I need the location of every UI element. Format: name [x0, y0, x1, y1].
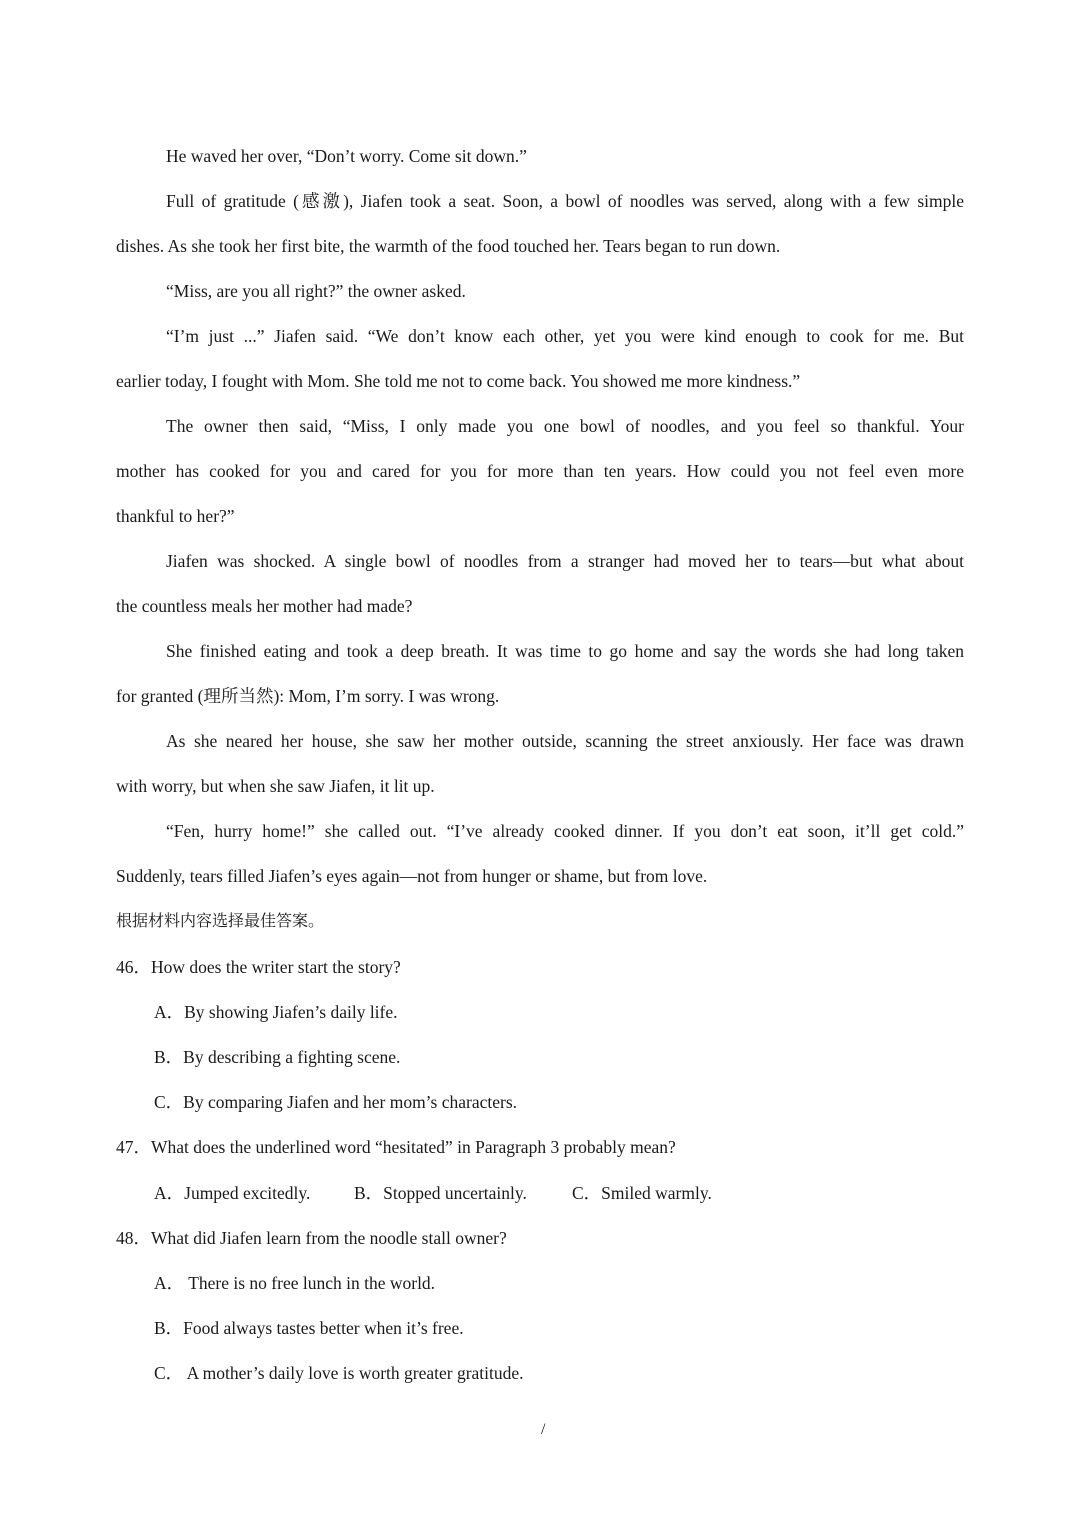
story-line: the countless meals her mother had made?: [116, 596, 413, 616]
story-line: “Miss, are you all right?” the owner asked.: [166, 281, 466, 301]
story-line: earlier today, I fought with Mom. She told me not to come back. You showed me more kindness.”: [116, 371, 801, 391]
story-line: The owner then said, “Miss, I only made you one bowl of noodles, and you feel so thankful. Your: [166, 416, 964, 436]
story-line: thankful to her?”: [116, 506, 235, 526]
story-line: He waved her over, “Don’t worry. Come sit down.”: [166, 146, 527, 166]
answer-option: B．Food always tastes better when it’s free.: [154, 1318, 464, 1338]
story-line: mother has cooked for you and cared for you for more than ten years. How could you not feel even more: [116, 461, 964, 481]
story-line: for granted (理所当然): Mom, I’m sorry. I was wrong.: [116, 686, 500, 706]
story-line: As she neared her house, she saw her mother outside, scanning the street anxiously. Her face was drawn: [166, 731, 964, 751]
story-line: Jiafen was shocked. A single bowl of noodles from a stranger had moved her to tears—but what about: [166, 551, 964, 571]
story-line: She finished eating and took a deep breath. It was time to go home and say the words she had long taken: [166, 641, 964, 661]
answer-option: A． There is no free lunch in the world.: [154, 1273, 436, 1293]
answer-option: B．Stopped uncertainly.: [354, 1183, 527, 1203]
question-stem: 48．What did Jiafen learn from the noodle stall owner?: [116, 1228, 507, 1248]
story-line: Suddenly, tears filled Jiafen’s eyes again—not from hunger or shame, but from love.: [116, 866, 708, 886]
story-line: Full of gratitude (感激), Jiafen took a seat. Soon, a bowl of noodles was served, along with a few simple: [166, 191, 964, 211]
answer-option: C．By comparing Jiafen and her mom’s characters.: [154, 1092, 518, 1112]
story-line: “I’m just ...” Jiafen said. “We don’t know each other, yet you were kind enough to cook for me. But: [166, 326, 964, 346]
answer-option: A．Jumped excitedly.: [154, 1183, 311, 1203]
answer-option: B．By describing a fighting scene.: [154, 1047, 401, 1067]
story-line: dishes. As she took her first bite, the warmth of the food touched her. Tears began to run down.: [116, 236, 781, 256]
answer-option: C． A mother’s daily love is worth greater gratitude.: [154, 1363, 524, 1383]
answer-option: A．By showing Jiafen’s daily life.: [154, 1002, 398, 1022]
question-stem: 47．What does the underlined word “hesitated” in Paragraph 3 probably mean?: [116, 1137, 676, 1157]
story-line: with worry, but when she saw Jiafen, it lit up.: [116, 776, 435, 796]
story-line: “Fen, hurry home!” she called out. “I’ve already cooked dinner. If you don’t eat soon, it’ll get cold.”: [166, 821, 964, 841]
answer-option: C．Smiled warmly.: [572, 1183, 712, 1203]
page-number: /: [541, 1421, 546, 1438]
question-instruction: 根据材料内容选择最佳答案。: [116, 911, 325, 930]
question-stem: 46．How does the writer start the story?: [116, 957, 401, 977]
